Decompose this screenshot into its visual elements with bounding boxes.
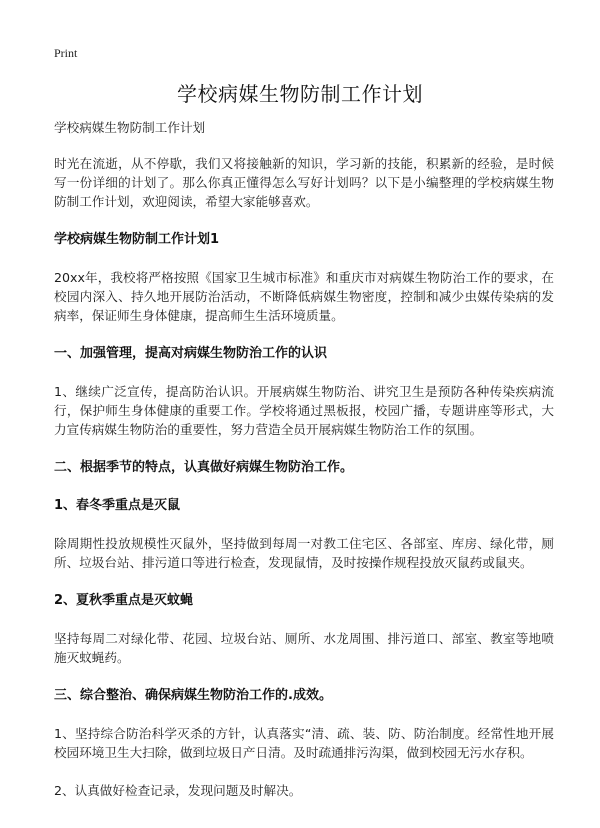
plan-heading: 学校病媒生物防制工作计划1 <box>54 232 220 247</box>
section-1-paragraph: 1、继续广泛宣传，提高防治认识。开展病媒生物防治、讲究卫生是预防各种传染疾病流行，保护师生身体健康的重要工作。学校将通过黑板报，校园广播，专题讲座等形式，大力宣传病媒生物防治的重要性，努力营造全员开展病媒生物防治工作的氛围。 <box>54 384 554 437</box>
plan-intro-paragraph: 20xx年，我校将严格按照《国家卫生城市标准》和重庆市对病媒生物防治工作的要求，在校园内深入、持久地开展防治活动，不断降低病媒生物密度，控制和减少虫媒传染病的发病率，保证师生身体健康，提高师生生活环境质量。 <box>54 270 554 323</box>
section-2-item-2-heading: 2、夏秋季重点是灭蚊蝇 <box>54 593 194 608</box>
section-3-heading: 三、综合整治、确保病媒生物防治工作的.成效。 <box>54 688 332 703</box>
page-title: 学校病媒生物防制工作计划 <box>177 82 423 106</box>
section-2-heading: 二、根据季节的特点，认真做好病媒生物防治工作。 <box>54 460 354 475</box>
section-3-paragraph-2: 2、认真做好检查记录，发现问题及时解决。 <box>54 783 302 798</box>
section-1-heading: 一、加强管理，提高对病媒生物防治工作的认识 <box>54 346 328 361</box>
document-body <box>54 118 554 800</box>
section-2-item-1-text: 除周期性投放规模性灭鼠外，坚持做到每周一对教工住宅区、各部室、库房、绿化带，厕所、垃圾台站、排污道口等进行检查，发现鼠情，及时按操作规程投放灭鼠药或鼠夹。 <box>54 536 554 570</box>
section-2-item-2-text: 坚持每周二对绿化带、花园、垃圾台站、厕所、水龙周围、排污道口、部室、教室等地喷施灭蚊蝇药。 <box>54 631 554 665</box>
section-3-paragraph-1: 1、坚持综合防治科学灭杀的方针，认真落实“清、疏、装、防、防治制度。经常性地开展校园环境卫生大扫除，做到垃圾日产日清。及时疏通排污沟渠，做到校园无污水存积。 <box>54 726 554 760</box>
print-link[interactable]: Print <box>54 46 78 60</box>
subtitle: 学校病媒生物防制工作计划 <box>54 120 206 135</box>
section-2-item-1-heading: 1、春冬季重点是灭鼠 <box>54 498 181 513</box>
intro-paragraph: 时光在流逝，从不停歇，我们又将接触新的知识，学习新的技能，积累新的经验，是时候写一份详细的计划了。那么你真正懂得怎么写好计划吗？以下是小编整理的学校病媒生物防制工作计划，欢迎阅读，希望大家能够喜欢。 <box>54 156 554 209</box>
